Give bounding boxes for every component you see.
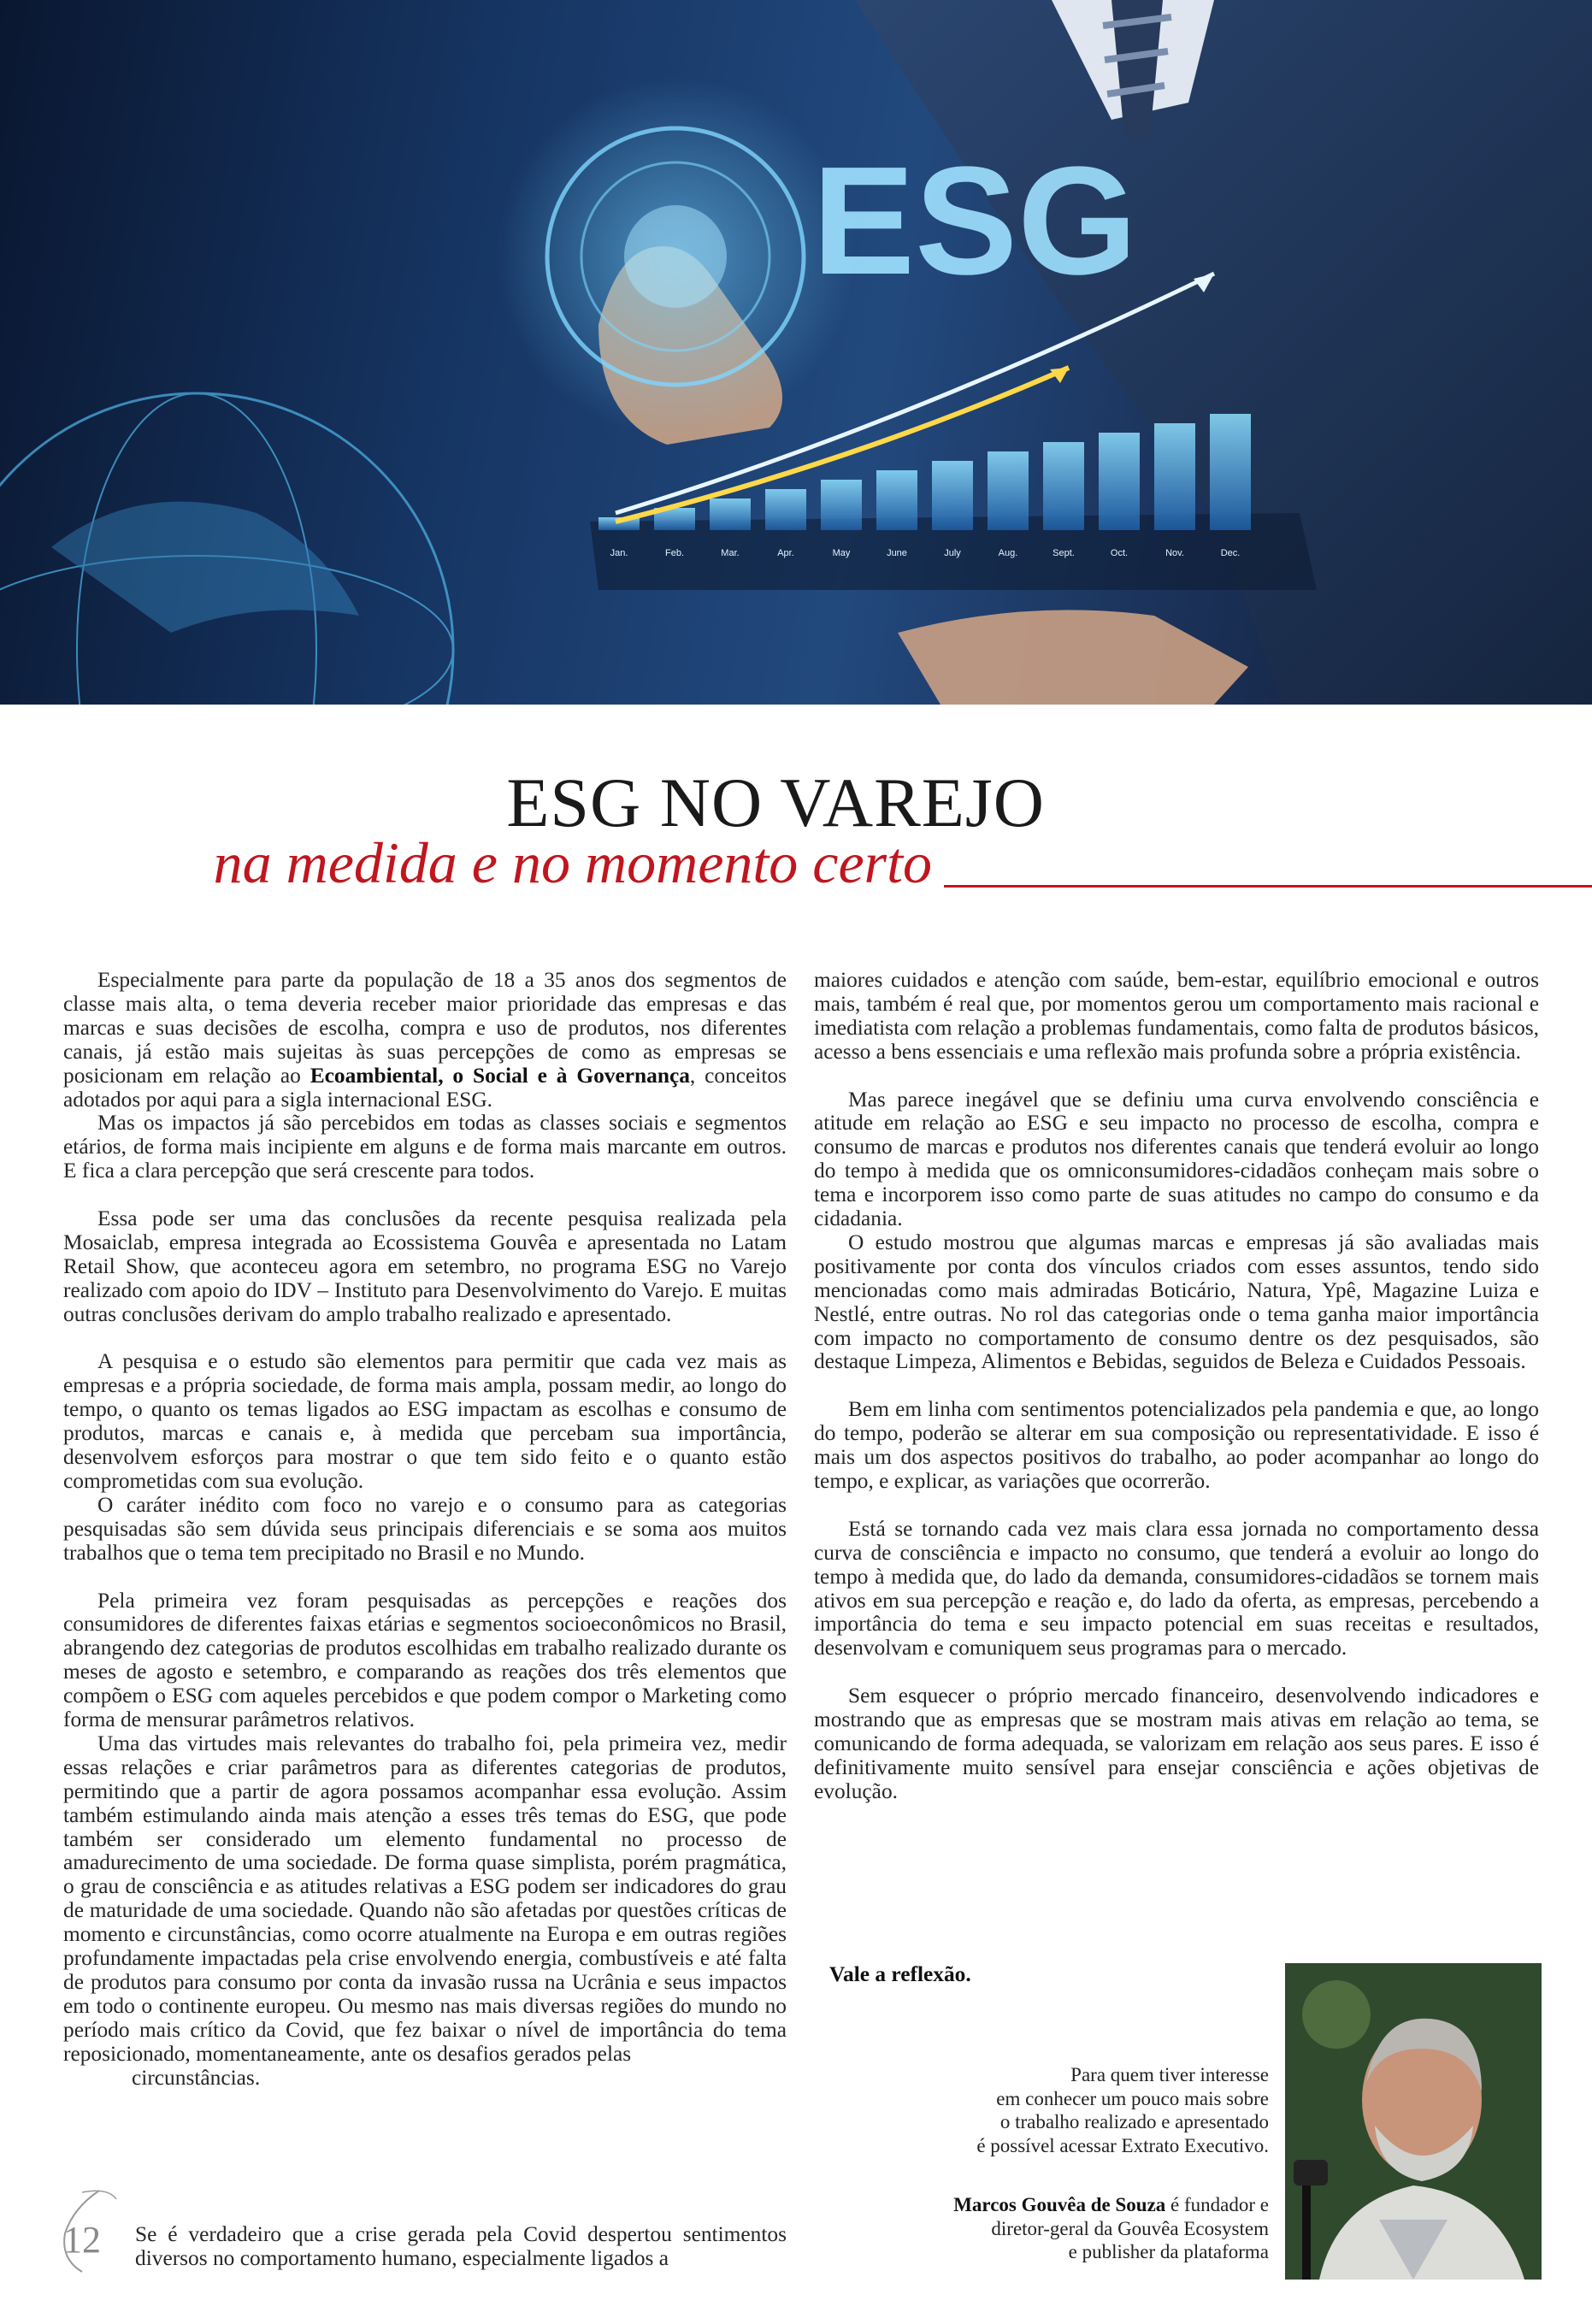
- tablet-month-label: Aug.: [998, 548, 1018, 558]
- tablet-month-label: Feb.: [664, 548, 685, 558]
- article-subtitle: na medida e no momento certo: [213, 830, 932, 895]
- tablet-bar: [821, 480, 862, 530]
- tablet-bar: [1210, 414, 1251, 530]
- paragraph: Se é verdadeiro que a crise gerada pela Covid despertou sentimentos diversos no comportamento humano, especialmente ligados a: [135, 2222, 787, 2270]
- tablet-bar: [1043, 442, 1084, 530]
- author-photo: [1285, 1963, 1542, 2280]
- paragraph: Essa pode ser uma das conclusões da recente pesquisa realizada pela Mosaiclab, empresa integrada ao Ecossistema Gouvêa e apresentada no Latam Retail Show, que aconteceu agora em setembro, no programa ESG no Varejo realizado com apoio do IDV – Instituto para Desenvolvimento do Varejo. E muitas outras conclusões derivam do amplo trabalho realizado e apresentado.: [63, 1206, 787, 1326]
- globe-graphic: [0, 393, 453, 705]
- tablet-bar: [932, 461, 973, 530]
- esg-hologram-text: ESG: [812, 135, 1138, 307]
- tablet-bar: [1099, 433, 1140, 530]
- tablet-month-label: Mar.: [721, 548, 740, 558]
- article-title: ESG NO VAREJO: [506, 764, 1045, 841]
- tablet-bar: [710, 498, 751, 530]
- paragraph: Uma das virtudes mais relevantes do trabalho foi, pela primeira vez, medir essas relações e criar parâmetros para as diferentes categorias de produtos, permitindo que a partir de agora possamos acompanhar essa evolução. Assim também estimulando ainda mais atenção a esses três temas do ESG, que pode também ser considerado um elemento fundamental no processo de amadurecimento de uma sociedade. De forma quase simplista, porém pragmática, o grau de consciência e as atitudes relativas a ESG podem ser indicadores do grau de maturidade de uma sociedade. Quando não são afetadas por questões críticas de momento e circunstâncias, como ocorre atualmente na Europa e em outras regiões profundamente impactadas pela crise envolvendo energia, combustíveis e até falta de produtos para consumo por conta da invasão russa na Ucrânia e seus impactos em todo o continente europeu. Ou mesmo nas mais diversas regiões do mundo no período mais crítico da Covid, que fez baixar o nível de importância do tema reposicionado, momentaneamente, ante os desafios gerados pelas: [63, 1731, 787, 2066]
- tablet-month-label: Dec.: [1220, 548, 1241, 558]
- author-bio: Marcos Gouvêa de Souza é fundador e diretor-geral da Gouvêa Ecosystem e publisher da plataforma: [953, 2194, 1269, 2262]
- tablet-month-label: Apr.: [777, 548, 794, 558]
- article-column-left: [63, 969, 787, 2091]
- paragraph: Está se tornando cada vez mais clara essa jornada no comportamento dessa curva de consciência e impacto no consumo, que tenderá a evoluir ao longo do tempo à medida que, do lado da demanda, consumidores-cidadãos se tornem mais ativos em sua percepção e reação e, do lado da oferta, as empresas, percebendo a importância do tema e seu impacto potencial em suas receitas e resultados, desenvolvam e comuniquem seus programas para o mercado.: [814, 1516, 1539, 1660]
- paragraph: Pela primeira vez foram pesquisadas as percepções e reações dos consumidores de diferentes faixas etárias e segmentos socioeconômicos no Brasil, abrangendo dez categorias de produtos escolhidas em trabalho realizado durante os meses de agosto e setembro, e comparando as reações dos três elementos que compõem o ESG com aqueles percebidos e que podem compor o Marketing como forma de mensurar parâmetros relativos.: [63, 1588, 787, 1732]
- paragraph: maiores cuidados e atenção com saúde, bem-estar, equilíbrio emocional e outros mais, também é real que, por momentos gerou um comportamento mais racional e imediatista com relação a problemas fundamentais, como falta de produtos básicos, acesso a bens essenciais e uma reflexão mais profunda sobre a própria existência.: [814, 968, 1539, 1064]
- tablet-month-label: Nov.: [1165, 548, 1184, 558]
- article-column-right: [814, 969, 1539, 1804]
- bold-emphasis: Ecoambiental, o Social e à Governança: [310, 1063, 690, 1088]
- tablet-month-label: Jan.: [610, 548, 628, 558]
- page-number: 12: [48, 2182, 133, 2276]
- paragraph: Mas parece inegável que se definiu uma curva envolvendo consciência e atitude em relação ao ESG e seu impacto no processo de escolha, compra e consumo de marcas e produtos nos diferentes canais que tenderá evoluir ao longo do tempo à medida que os omniconsumidores-cidadãos conheçam mais sobre o tema e incorporem isso como parte de suas atitudes no campo do consumo e da cidadania.: [814, 1087, 1539, 1231]
- tablet-month-label: Sept.: [1052, 548, 1075, 558]
- tablet-bar: [988, 451, 1029, 530]
- paragraph: A pesquisa e o estudo são elementos para permitir que cada vez mais as empresas e a própria sociedade, de forma mais ampla, possam medir, ao longo do tempo, o quanto os temas ligados ao ESG impactam as escolhas e consumo de produtos, marcas e canais e, à medida que percebam sua importância, desenvolvem esforços para mostrar o que tem sido feito e o quanto estão comprometidas com sua evolução.: [63, 1349, 787, 1493]
- paragraph: Mas os impactos já são percebidos em todas as classes sociais e segmentos etários, de forma mais incipiente em alguns e de forma mais marcante em outros. E fica a clara percepção que será crescente para todos.: [63, 1111, 787, 1183]
- tablet-bar: [1154, 423, 1195, 530]
- tablet-month-label: Oct.: [1110, 548, 1129, 558]
- tablet-bar: [876, 470, 917, 530]
- hero-image: [0, 0, 1592, 705]
- tablet-month-label: July: [944, 548, 961, 558]
- tablet-month-label: June: [887, 548, 907, 558]
- author-name: Marcos Gouvêa de Souza: [953, 2194, 1166, 2215]
- closing-line: Vale a reflexão.: [829, 1962, 971, 1986]
- title-divider: [944, 885, 1592, 888]
- tablet-bar: [765, 489, 806, 530]
- tablet-month-label: May: [832, 548, 851, 558]
- paragraph: Bem em linha com sentimentos potencializados pela pandemia e que, ao longo do tempo, poderão se alterar em sua composição ou representatividade. E isso é mais um dos aspectos positivos do trabalho, ao poder acompanhar ao longo do tempo, e explicar, as variações que ocorrerão.: [814, 1397, 1539, 1493]
- hero-illustration: [0, 0, 1592, 705]
- paragraph-tail: circunstâncias.: [132, 2065, 261, 2090]
- paragraph: O estudo mostrou que algumas marcas e empresas já são avaliadas mais positivamente por conta dos vínculos criados com esses assuntos, tendo sido mencionadas como mais admiradas Boticário, Natura, Ypê, Magazine Luiza e Nestlé, entre outras. No rol das categorias onde o tema ganha maior importância com impacto no comportamento de consumo dentre os dez pesquisados, são destaque Limpeza, Alimentos e Bebidas, seguidos de Beleza e Cuidados Pessoais.: [814, 1230, 1539, 1374]
- paragraph: Especialmente para parte da população de 18 a 35 anos dos segmentos de classe mais alta, o tema deveria receber maior prioridade das empresas e das marcas e suas decisões de escolha, compra e uso de produtos, nos diferentes canais, já estão mais sujeitas às suas percepções de como as empresas se posicionam em relação ao Ecoambiental, o Social e à Governança, conceitos adotados por aqui para a sigla internacional ESG.: [63, 968, 787, 1112]
- author-portrait: [1285, 1963, 1542, 2280]
- access-note: Para quem tiver interesse em conhecer um pouco mais sobre o trabalho realizado e apresentado é possível acessar Extrato Executivo.: [976, 2064, 1269, 2156]
- paragraph: O caráter inédito com foco no varejo e o consumo para as categorias pesquisadas são sem dúvida seus principais diferenciais e se soma aos muitos trabalhos que o tema tem precipitado no Brasil e no Mundo.: [63, 1492, 787, 1565]
- paragraph: Sem esquecer o próprio mercado financeiro, desenvolvendo indicadores e mostrando que as empresas que se mostram mais ativas em relação ao tema, se comunicando de forma adequada, se valorizam em relação aos seus pares. E isso é definitivamente muito sensível para ensejar consciência e ações objetivas de evolução.: [814, 1684, 1539, 1803]
